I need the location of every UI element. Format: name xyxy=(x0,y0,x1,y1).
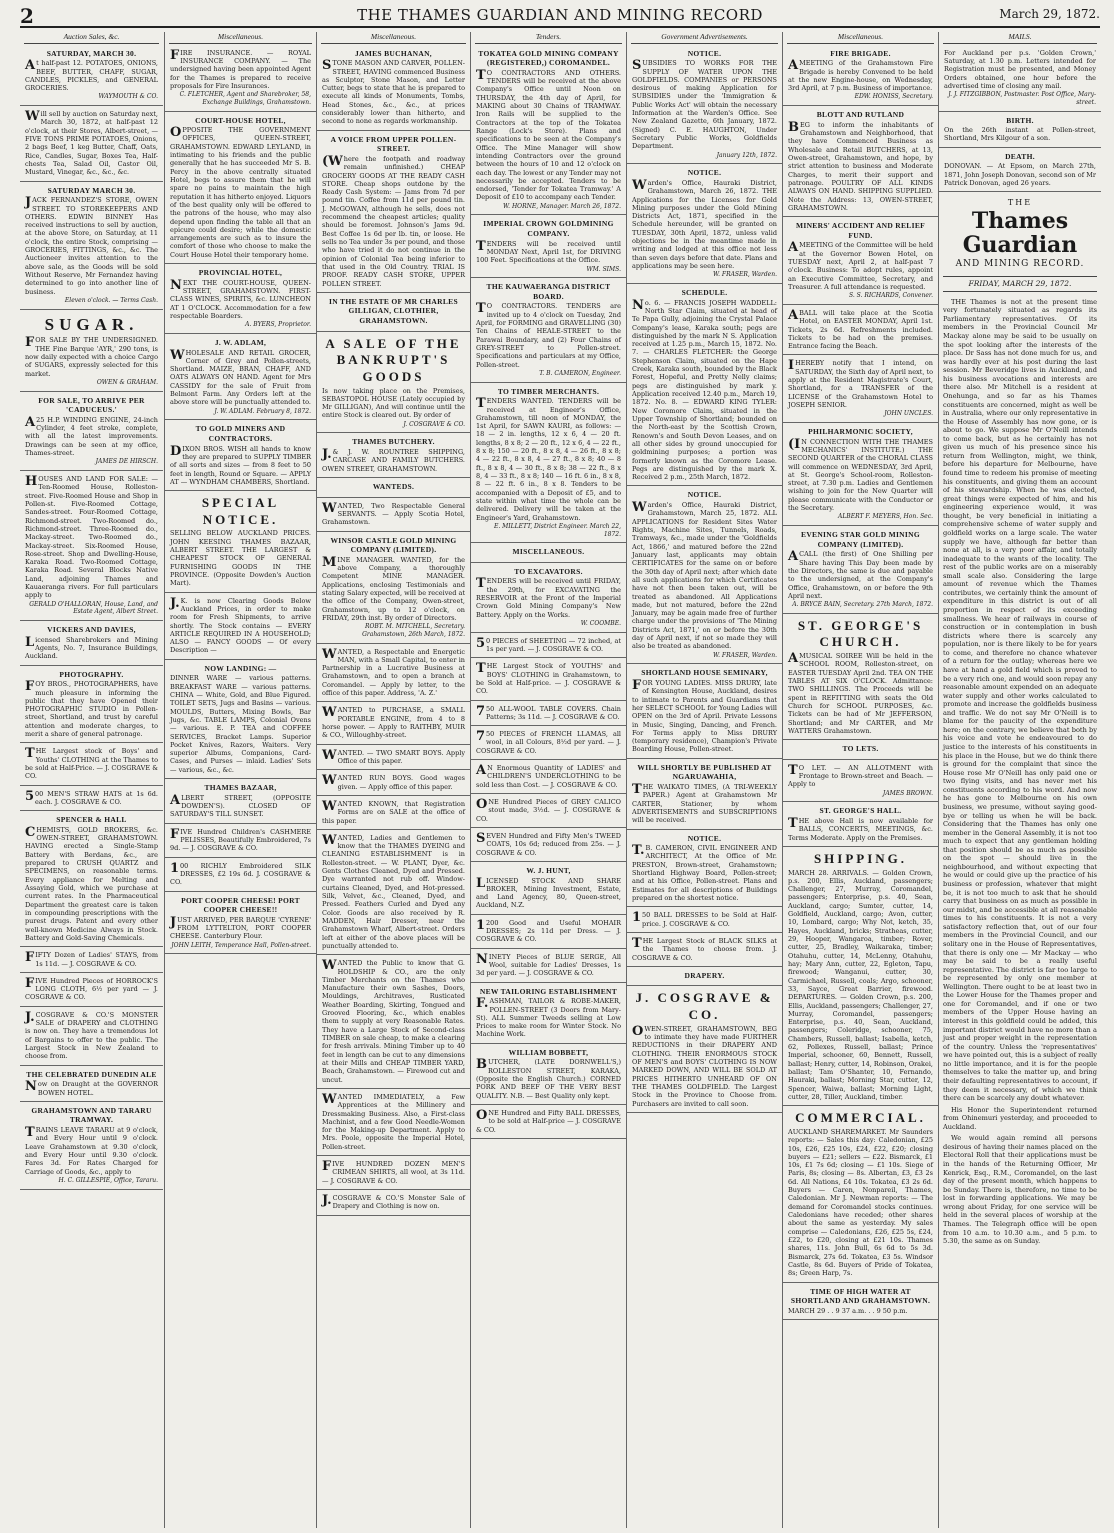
advertisement xyxy=(317,1158,470,1190)
advertisement xyxy=(165,422,316,491)
advertisement-body: 1200 Good and Useful MOHAIR DRESSES; 2s 11d per Dress. — J. COSGRAVE & CO. xyxy=(476,917,621,944)
advertisement xyxy=(627,832,782,908)
advertisement-title: THAMES BUTCHERY. xyxy=(352,437,435,447)
advertisement xyxy=(627,988,782,1112)
advertisement xyxy=(20,975,163,1007)
advertisement xyxy=(939,47,1101,112)
column-heading: Government Advertisements. xyxy=(631,32,778,44)
advertisement-title: TO TIMBER MERCHANTS. xyxy=(497,386,600,396)
advertisement-title: J. W. ADLAM, xyxy=(214,337,267,347)
advertisement-signature: ROBT. M. MITCHELL, Secretary. Grahamstown, 26th March, 1872. xyxy=(362,623,465,638)
advertisement-signature: W. FRASER, Warden. xyxy=(712,651,777,659)
advertisement-body: 750 PIECES of FRENCH LLAMAS, all wool, in all Colours, 8½d per yard. — J. COSGRAVE & CO. xyxy=(476,729,621,755)
advertisement-title: SHORTLAND HOUSE SEMINARY, xyxy=(641,668,768,678)
advertisement-body: FOR YOUNG LADIES. MISS DRURY, late of Kensington House, Auckland, desires to intimate to Parents and Guardians that her SELECT SCHOOL for Young Ladies will OPEN on the 3rd of April. Private Lessons in Music, Singing, Dancing, and French. For Terms apply to Miss DRURY (temporary residence), Champion's Private Boarding House, Pollen-street. xyxy=(632,677,777,754)
advertisement-body: DINNER WARE — various patterns. BREAKFAST WARE — various patterns. CHINA — White, Gold, and Blue Figured. TOILET SETS, Jugs and Basins — various. MOULDS, Butters, Mixing Bowls, Bar Jugs, &c. TABLE LAMPS, Colonial Ovens — various. E. P. TEA and COFFEE SERVICES, Bracket Lamps. Superior Pocket Knives, Razors, Waiters. Very superior Albums, Companions, Card-Cases, and Purses — inlaid. Ladies' Sets — various, &c., &c. xyxy=(170,674,311,774)
advertisement-title: THE CELEBRATED DUNEDIN ALE xyxy=(26,1069,157,1079)
advertisement-body: T.B. CAMERON, CIVIL ENGINEER AND ARCHITECT, At the Office of Mr. PRESTON, Brown-street, Grahamstown; Shortland Highway Board, Pollen-street; and at his Office, Pollen-street. Plans and Estimates for all descriptions of Buildings prepared on the shortest notice. xyxy=(632,843,777,902)
advertisement xyxy=(165,114,316,265)
advertisement-title: NOTICE. xyxy=(687,490,722,500)
advertisement-title: SHIPPING. xyxy=(813,850,908,866)
advertisement-body: TO CONTRACTORS AND OTHERS. TENDERS will be received at the above Company's Office until Noon on THURSDAY, the 4th day of April, for MAKING about 30 Chains of TRAMWAY. Iron Rails will be supplied to the Contractors at the top of the Tokatea Range (Lock's Store). Plans and specifications to be seen at the Company's Office. The Mine Manager will show intending Contractors over the ground between the hours of 10 and 12 o'clock on each day. The lowest or any Tender may not necessarily be accepted. Tenders to be endorsed, 'Tender for Tokatea Tramway.' A Deposit of £10 to accompany each Tender. xyxy=(476,67,621,202)
advertisement-title: IN THE ESTATE OF MR CHARLES GILLIGAN, CLOTHIER, GRAHAMSTOWN. xyxy=(329,296,458,326)
advertisement xyxy=(317,704,470,744)
advertisement-title: THE KAUWAERANGA DISTRICT BOARD. xyxy=(486,282,611,301)
advertisement-body: (IN CONNECTION WITH THE THAMES MECHANICS' INSTITUTE.) THE SECOND QUARTER of the CHORAL CLASS will commence on WEDNESDAY, 3rd April, at St. George's School-room, Rolleston-street, at 7.30 p.m. Ladies and Gentlemen wishing to join for the New Quarter will please communicate with the Conductor or the Secretary. xyxy=(788,436,933,513)
advertisement-title: COURT-HOUSE HOTEL, xyxy=(195,115,286,125)
advertisement xyxy=(783,528,938,614)
advertisement-body: WHOLESALE AND RETAIL GROCER, Corner of Grey and Pollen-streets, Shortland. MAIZE, BRAN, CHAFF, AND OATS ALWAYS ON HAND. Agent for Mrs CASSIDY for the sale of Fruit from Belmont Farm. Any Orders left at the above store will be punctually attended to. xyxy=(170,347,311,407)
advertisement-signature: W. COOMBE. xyxy=(580,619,621,627)
advertisement-body: WANTED IMMEDIATELY, a Few Apprentices at the Millinery and Dressmaking Business. Also, a First-class Machinist, and a few Good Needle-Women for the Making-up Department. Apply to Mrs. Poole, opposite the Imperial Hotel, Pollen-street. xyxy=(322,1091,465,1151)
advertisement-body: THE Largest Stock of YOUTHS' and BOYS' CLOTHING in Grahamstown, to be Sold at Half-price. — J. COSGRAVE & CO. xyxy=(476,661,621,696)
advertisement xyxy=(20,813,163,947)
advertisement-body: WANTED, a Respectable and Energetic MAN, with a Small Capital, to enter in Partnership in a Lucrative Business at Grahamstown, and to open a branch at Coromandel. — Apply by letter, to the office of this paper. Address, 'A. Z.' xyxy=(322,646,465,698)
advertisement xyxy=(783,307,938,356)
advertisement xyxy=(783,219,938,305)
advertisement-body: CHEMISTS, GOLD BROKERS, &c. OWEN-STREET, GRAHAMSTOWN. HAVING erected a Single-Stamp Battery with Berdans, &c., are prepared to CRUSH QUARTZ and SPECIMENS, on reasonable terms. Every appliance for Melting and Assaying Gold, which we purchase at current rates. In the Pharmaceutical Department the greatest care is taken in compounding prescriptions with the purest drugs. Patent and every other well-known Medicine Always in Stock. Battery and Gold-Saving Chemicals. xyxy=(25,824,158,942)
advertisement-body: Warden's Office, Hauraki District, Grahamstown, March 25, 1872. ALL APPLICATIONS for Resident Sites Water Rights, Machine Sites, Tunnels, Roads, Tramways, &c., made under the 'Goldfields Act, 1866,' and matured before the 22nd January last, applicants may obtain CERTIFICATES for the same on or before the 30th day of April next; after which date all such applications for which Certificates have not then been taken out, will be treated as abandoned. All Applications made, but not matured, before the 22nd January, may be again made free of further charge under the provisions of 'The Mining Districts Act, 1871,' on or before the 30th day of April next, if not so made they will also be treated as abandoned. xyxy=(632,500,777,651)
advertisement-title: TOKATEA GOLD MINING COMPANY (REGISTERED,) COROMANDEL. xyxy=(478,48,619,68)
editorial-paragraph: We would again remind all persons desirous of having their names placed on the Electoral Roll that their applications must be in the hands of the Returning Officer, Mr Kenrick, Esq., R.M., Coromandel, on the last day of the present month, which happens to be Sunday. There is, therefore, no time to be lost in forwarding applications. We may be wrong about Friday, for one service will be held in the several places of worship at the Thames. The Telegraph office will be open from 10 a.m. to 10.30 a.m., and 5 p.m. to 5.30, the same as on Sunday. xyxy=(943,1134,1097,1246)
advertisement-body: JACK FERNANDEZ'S STORE, OWEN STREET. TO STOREKEEPERS AND OTHERS. EDWIN BINNEY Has received instructions to sell by auction, at the above Store, on Saturday, at 11 o'clock, the entire Stock, comprising — GROCERIES, FITTINGS, &c., &c. The Auctioneer invites attention to the above sale, as the Goods will be sold Without Reserve, Mr Fernandez having determined to go into another line of business. xyxy=(25,195,158,296)
advertisement xyxy=(317,480,470,498)
advertisement xyxy=(20,1068,163,1102)
advertisement xyxy=(471,917,626,949)
advertisement-body: 100 RICHLY Embroidered SILK DRESSES, £2 19s 6d. J. COSGRAVE & CO. xyxy=(170,860,311,887)
advertisement-body: 500 MEN'S STRAW HATS at 1s 6d. each. J. COSGRAVE & CO. xyxy=(25,788,158,806)
advertisement xyxy=(317,435,470,478)
advertisement-body: On the 26th instant at Pollen-street, Shortland, Mrs Kilgour of a son. xyxy=(944,126,1096,143)
advertisement xyxy=(317,295,470,332)
advertisement-title: J. COSGRAVE & CO. xyxy=(635,990,774,1023)
advertisement-body: Warden's Office, Hauraki District, Grahamstown, March 26, 1872. THE Applications for the Licenses for Gold Mining purposes under the Gold Mining Districts Act, 1871, specified in the Schedule hereunder, will be granted on TUESDAY, 30th April, 1872, unless valid objections be in the meantime made in writing and lodged at this office not less than seven days before that date. Plans and applications may be seen here. xyxy=(632,177,777,271)
advertisement-title: NOW LANDING: — xyxy=(204,663,277,673)
advertisement xyxy=(20,1104,163,1190)
advertisement-title: SCHEDULE. xyxy=(681,288,728,297)
editorial-paragraph: His Honor the Superintendent returned from Ohinemuri yesterday, and proceeded to Auckland. xyxy=(943,1105,1097,1131)
advertisement xyxy=(627,166,782,284)
advertisement xyxy=(165,266,316,334)
advertisement-body: J.K. is now Clearing Goods Below Auckland Prices, in order to make room for Fresh Shipments, to arrive shortly. The Stock contains — EVERY ARTICLE REQUIRED IN A HOUSEHOLD; ALSO — FANCY GOODS — Of every Description — xyxy=(170,595,311,655)
advertisement-body: TENDERS will be received until FRIDAY, the 29th, for EXCAVATING the RESERVOIR at the Front of the Imperial Crown Gold Mining Company's New Battery. Apply on the Works. xyxy=(476,576,621,619)
advertisement xyxy=(783,108,938,217)
advertisement xyxy=(627,47,782,165)
advertisement xyxy=(471,864,626,915)
advertisement-body: SUBSIDIES TO WORKS FOR THE SUPPLY OF WATER UPON THE GOLDFIELDS. COMPANIES or PERSONS desirous of making Application for SUBSIDIES under the 'Immigration & Public Works Act' will obtain the necessary Information at the Warden's Office. See New Zealand Gazette, 6th January, 1872. (Signed) C. E. HAUGHTON, Under Secretary Public Works, Goldfields Department. xyxy=(632,58,777,151)
advertisement xyxy=(627,666,782,758)
advertisement xyxy=(165,781,316,824)
column-tenders xyxy=(470,32,626,1528)
advertisement-body: FIRE INSURANCE. — ROYAL INSURANCE COMPANY. — The undersigned having been appointed Agent for the Thames is prepared to receive proposals for Fire Insurances. xyxy=(170,47,311,90)
advertisement-body: FOR SALE BY THE UNDERSIGNED. THE Fine Barque 'AYR,' 290 tons, is now daily expected with a choice Cargo of SUGARS, expressly selected for this market. xyxy=(25,335,158,378)
advertisement-title: SATURDAY MARCH 30. xyxy=(47,185,136,195)
editorial-masthead-the: THE xyxy=(1007,198,1033,208)
advertisement xyxy=(165,860,316,892)
advertisement xyxy=(471,1046,626,1105)
advertisement-title: WINSOR CASTLE GOLD MINING COMPANY (LIMITED). xyxy=(330,535,457,555)
advertisement xyxy=(627,969,782,987)
advertisement-signature: E. MILLETT, District Engineer. March 22, 1872. xyxy=(493,522,621,538)
advertisement-body: MARCH 28. ARRIVALS. — Golden Crown, p.s. 200, Ellis, Auckland, passengers; Challenger, 27, Murray, Coromandel, passengers; Enterprise, p.s. 40, Sean, Auckland, cargo; Sumter, cutter, 14, Goldfield, Auckland, cargo; Avon, cutter, 10, Lombard, cargo; Why Not, ketch, 35, Hayes, Auckland, bricks; Stratheas, cutter, 29, Hooper, Wangaroa, timber; Rover, cutter, 25, Bradley, Waikaraka, timber; Otahuhu, cutter, 14, McLenny, Otahuhu, hay; Mary Ann, cutter, 22, Egleton, Tapu, firewood; Wanganui, cutter, 30, Carmichael, Russell, coals; Argo, schooner, 33, Sayce, Great Barrier, firewood. DEPARTURES. — Golden Crown, p.s. 200, Ellis, Auckland, passengers; Challenger, 27, Murray, Coromandel, passengers; Enterprise, p.s. 40, Sean, Auckland, passengers; Coleridge, schooner, 75, Chambers, Russell, ballast; Isabella, ketch, 62, Pollexes, Russell, ballast; Prince Imperial, schooner, 60, Bennett, Russell, ballast; Henry, cutter, 14, Robinson, Orakei, ballast; Tam O'Shanter, 10, Fernando, Hauraki, ballast; Morning Star, cutter, 12, Spencer, Waiwa, ballast; Morning Light, cutter, 28, Tiller, Auckland, timber. xyxy=(788,868,933,1101)
advertisement-body: BEG to inform the inhabitants of Grahamstown and Neighborhood, that they have Commenced Business as Wholesale and Retail BUTCHERS, at 13, Owen-street, Grahamstown, and hope, by strict attention to business and Moderate Charges, to merit their support and patronage. POULTRY OF ALL KINDS ALWAYS ON HAND. SHIPPING SUPPLIED. Note the Address: 13, OWEN-STREET, GRAHAMSTOWN. xyxy=(788,119,933,212)
advertisement-title: COMMERCIAL. xyxy=(795,1110,926,1126)
advertisement-title: W. J. HUNT, xyxy=(526,865,571,875)
advertisement xyxy=(20,1009,163,1066)
advertisement-title: TO EXCAVATORS. xyxy=(514,566,583,576)
editorial-dateline: FRIDAY, MARCH 29, 1872. xyxy=(943,276,1097,292)
advertisement xyxy=(471,660,626,700)
advertisement-body: OPPOSITE THE GOVERNMENT OFFICES, QUEEN-STREET, GRAHAMSTOWN. EDWARD LEYLAND, in intimating to his friends and the public generally that he has succeeded Mr S. B. Percy in the above centrally situated Hotel, begs to assure them that he will spare no pains to maintain the high reputation it has hitherto enjoyed. Liquors of the best quality only will be offered to the patrons of the house, who may also depend upon finding the table all that an epicure could desire; while the domestic arrangements are such as to insure the comfort of those who choose to make the Court House Hotel their temporary home. xyxy=(170,125,311,259)
advertisement-title: ST. GEORGE'S CHURCH. xyxy=(797,617,924,650)
advertisement-body: 150 BALL DRESSES to be Sold at Half-price. J. COSGRAVE & CO. xyxy=(632,910,777,928)
advertisement-body: SELLING BELOW AUCKLAND PRICES. JOHN KEESING THAMES BAZAAR, ALBERT STREET. THE LARGEST & CHEAPEST STOCK OF GENERAL FURNISHING GOODS IN THE PROVINCE. (Opposite Dowden's Auction Mart). xyxy=(170,529,311,588)
advertisement-signature: T. B. CAMERON, Engineer. xyxy=(539,369,621,377)
advertisement-body: NINETY Pieces of BLUE SERGE, All Wool, suitable for Ladies' Dresses, 1s 3d per yard. — J. COSGRAVE & CO. xyxy=(476,951,621,978)
column-heading: MAILS. xyxy=(943,32,1097,44)
advertisement-body: WANTED RUN BOYS. Good wages given. — Apply office of this paper. xyxy=(322,773,465,791)
column-heading: Tenders. xyxy=(475,32,622,44)
advertisement-body: WANTED. — TWO SMART BOYS. Apply Office of this paper. xyxy=(322,747,465,765)
advertisement-body: 50 PIECES of SHEETING — 72 inched, at 1s per yard. — J. COSGRAVE & CO. xyxy=(476,635,621,653)
editorial-paragraph: THE Thames is not at the present time very fortunately situated as regards its Parliamentary representatives. Of its members in the Provincial Council Mr Mackay alone may be said to be usually on the spot looking after the interests of the place. Dr Sass has not done much for us, and was hardly ever at his post during the last session. Mr Beveridge lives in Auckland, and his business avocations and interests are there also. Mr Mitchell is a resident at Onehunga, and so far as his Thames constituents are concerned, might as well be in Australia, where our only representative in the House of Assembly has now gone, or is about to go. We suppose Mr O'Neill intends to come back, but as he certainly has not given us much of his presence since his return from Wellington, might, we think, before his departure for Melbourne, have found time to redeem his promise of meeting his constituents, and giving them an account of his stewardship. When he was elected, great things were expected of him, and his engineering experience would, it was thought, be very beneficial in initiating a comprehensive scheme of water supply and goldfield works on a large scale. The water supply we have, although far better than none at all, is a very poor affair, and totally inadequate to the wants of the locality. The rest of the public works are on a miserably small scale also. Considering the large amount of revenue which the Thames contributes, we certainly think the amount of expenditure in this district is out of all proportion in respect of its exceeding smallness. We hear of railways in course of construction or in contemplation in bush districts where there is scarcely any population, nor is there likely to be for years to come, and therefore no chance whatever of a return for the outlay; whereas here we have at hand a gold field which is proved to be a very rich one, and would soon repay any reasonable amount expended on an adequate water supply and other works calculated to promote and increase the goldfields business and traffic. We do not say Mr O'Neill is to blame for the paucity of the expenditure here; on the contrary, we believe that both by his voice and vote he endeavoured to do justice to the interests of his constituents in his place in the House, but we do think there is ground for the complaint that since the House rose Mr O'Neill has only paid one or two flying visits, and has never met his constituents according to his word. And now he has gone to Melbourne on his own business, we presume, without saying good-bye or telling us when he will be back. Considering that the Thames has only one member in the General Assembly, it is not too much to expect that any gentleman holding that position should be as much as possible on the spot — should live in the neighbourhood, and without expecting that he would or could give up the practice of his business or profession, whatever that might be, it is not too much to ask that he should carry that business on as much as possible in our midst, and be accessible at all reasonable times to his constituents. It is not a very satisfactory reflection that, out of our four members in the Provincial Council, and our solitary one in the House of Representatives, that there is only one — Mr Mackay — who may be said to be a really useful representative. The district is far too large to be represented by only one member at Wellington. There ought to be at least two in the Lower House for the Thames proper and one for Coromandel, and if one or two members of the Upper House having an interest in this goldfield could be added, this important district would have no more than a just and proper weight in the representation of the country. Unless the 'representatives' we have pointed out, this is a subject of really no little importance, and it is for the people themselves to take the matter up, and bring their defaulting representatives to account, if they deem it necessary, of which we think there can be scarcely any doubt whatever. xyxy=(943,297,1097,1103)
advertisement-title: EVENING STAR GOLD MINING COMPANY (LIMITED). xyxy=(801,530,920,549)
advertisement-title: THAMES BAZAAR, xyxy=(204,783,277,793)
advertisement-signature: JOHN UNCLES. xyxy=(884,410,933,418)
advertisement-title: PORT COOPER CHEESE! PORT COOPER CHEESE!! xyxy=(181,895,300,915)
advertisement xyxy=(783,849,938,1106)
advertisement-body: ONE Hundred Pieces of GREY CALICO stout made, 3½d. — J. COSGRAVE & CO. xyxy=(476,797,621,823)
advertisement-signature: WM. SIMS. xyxy=(586,265,621,273)
advertisement-body: AMEETING of the Grahamstown Fire Brigade is hereby Convened to be held at the new Engine-house, on Wednesday, 3rd April, at 7 p.m. Business of importance. xyxy=(788,58,933,93)
advertisement-body: J.& J. W. ROUNTREE SHIPPING, CARCASE AND FAMILY BUTCHERS. OWEN STREET, GRAHAMSTOWN. xyxy=(322,447,465,473)
advertisement-body: F.ASHMAN, TAILOR & ROBE-MAKER, POLLEN-STREET (3 Doors from Mary-St). ALL Summer Tweeds selling at Low Prices to make room for Winter Stock. No Machine Work. xyxy=(476,996,621,1039)
advertisement xyxy=(627,286,782,486)
advertisement-body: THE WAIKATO TIMES, (A TRI-WEEKLY PAPER.) Agent at Grahamstown Mr CARTER, Stationer, by whom ADVERTISEMENTS and SUBSCRIPTIONS will be received. xyxy=(632,781,777,825)
advertisement-body: OWEN-STREET, GRAHAMSTOWN, BEG to intimate they have made FURTHER REDUCTIONS in their DRAPERY AND CLOTHING. THEIR ENORMOUS STOCK OF MEN'S and BOYS' CLOTHING IS NOW MARKED DOWN, AND WILL BE SOLD AT PRICES HITHERTO UNHEARD OF ON THE THAMES GOLDFIELD. The Largest Stock in the Province to Choose from. Purchasers are invited to call soon. xyxy=(632,1023,777,1108)
editorial-masthead-subtitle: AND MINING RECORD. xyxy=(955,258,1085,269)
advertisement-body: For Auckland per p.s. 'Golden Crown,' Saturday, at 1.30 p.m. Letters intended for Registration must be presented, and Money Orders obtained, one hour before the advertised time of closing any mail. xyxy=(944,48,1096,90)
advertisement-body: MARCH 29 . . 9 37 a.m. . . 9 50 p.m. xyxy=(788,1306,908,1315)
advertisement-body: Licensed Sharebrokers and Mining Agents, No. 7, Insurance Buildings, Auckland. xyxy=(25,634,158,661)
advertisement-title: FIRE BRIGADE. xyxy=(830,48,891,58)
advertisement xyxy=(317,798,470,830)
advertisement-body: AMEETING of the Committee will be held at the Governor Bowen Hotel, on TUESDAY next, April 2, at half-past 7 o'clock. Business: To adopt rules, appoint an Executive Committee, Secretary, and Treasurer. A full attendance is requested. xyxy=(788,240,933,291)
advertisement-title: VICKERS AND DAVIES, xyxy=(47,625,136,635)
advertisement xyxy=(783,425,938,526)
advertisement-body: BUTCHER, (LATE DORNWELL'S,) ROLLESTON STREET, KARAKA, (Opposite the English Church.) CORNED PORK AND BEEF OF THE VERY BEST QUALITY. N.B. — Best Quality only kept. xyxy=(476,1057,621,1100)
advertisement-signature: W. HORNE, Manager. March 26, 1872. xyxy=(503,202,621,210)
advertisement-body: At half-past 12. POTATOES, ONIONS, BEEF, BUTTER, CHAFF, SUGAR, CANDLES, PICKLES, and GENERAL GROCERIES. xyxy=(25,58,158,93)
advertisement xyxy=(317,1091,470,1156)
advertisement xyxy=(471,385,626,544)
advertisement-body: J.COSGRAVE & CO.'S Monster Sale of Drapery and Clothing is now on. xyxy=(322,1193,465,1211)
advertisement xyxy=(783,804,938,847)
advertisement-signature: JAMES BROWN. xyxy=(882,789,933,797)
advertisement xyxy=(317,534,470,644)
advertisement-title: DRAPERY. xyxy=(684,970,725,980)
advertisement xyxy=(317,646,470,703)
advertisement-body: TO CONTRACTORS. TENDERS are invited up to 4 o'clock on Tuesday, 2nd April, for FORMING and GRAVELLING (30) Ten Chains of HEALE-STREET to the Parawai Boundary, and (2) Four Chains of GREY-STREET to Pollen-street. Specifications and particulars at my Office, Pollen-street. xyxy=(476,301,621,369)
advertisement-body: A25 H.P. WINDING ENGINE, 24-inch Cylinder, 4 feet stroke, complete, with all the latest improvements. Drawings can be seen at my office, Thames-street. xyxy=(25,414,158,458)
advertisement xyxy=(20,394,163,471)
advertisement-signature: ALBERT F. MEYERS, Hon. Sec. xyxy=(837,513,933,521)
advertisement xyxy=(471,545,626,563)
advertisement xyxy=(20,47,163,107)
advertisement-signature: W. FRASER, Warden. xyxy=(712,271,777,279)
advertisement-body: FIVE Hundred Children's CASHMERE PELISSES, Beautifully Embroidered, 7s 9d. — J. COSGRAVE & CO. xyxy=(170,826,311,853)
column-miscellaneous-2 xyxy=(316,32,470,1528)
advertisement xyxy=(471,280,626,382)
advertisement-title: TIME OF HIGH WATER AT SHORTLAND AND GRAHAMSTOWN. xyxy=(790,1286,931,1306)
advertisement-body: SEVEN Hundred and Fifty Men's TWEED COATS, 10s 6d; reduced from 25s. — J. COSGRAVE & CO. xyxy=(476,830,621,857)
advertisement-body: FIFTY Dozen of Ladies' STAYS, from 1s 11d. — J. COSGRAVE & CO. xyxy=(25,950,158,968)
advertisement-body: MINE MANAGER. WANTED, for the above Company, a thoroughly Competent MINE MANAGER. Applications, enclosing Testimonials and stating Salary expected, will be received at the office of the Company, Owen-street, Grahamstown, up to 12 o'clock, on FRIDAY, 29th inst. By order of Directors. xyxy=(322,554,465,622)
advertisement-title: SUGAR. xyxy=(44,314,139,334)
advertisement-title: MISCELLANEOUS. xyxy=(512,547,585,557)
advertisement-signature: Eleven o'clock. — Terms Cash. xyxy=(64,296,158,304)
page-number: 2 xyxy=(20,4,34,28)
advertisement-body: ACALL (the first) of One Shilling per Share having This Day been made by the Directors, the same is due and payable to the undersigned, at the Company's Office, Grahamstown, on or before the 9th April next. xyxy=(788,549,933,600)
column-heading: Auction Sales, &c. xyxy=(24,32,159,44)
advertisement-body: TO LET. — AN ALLOTMENT with Frontage to Brown-street and Beach. — Apply to xyxy=(788,762,933,789)
advertisement-signature: S. S. RICHARDS, Convener. xyxy=(848,292,933,300)
advertisement-signature: J. COSGRAVE & CO. xyxy=(403,420,465,428)
advertisement-title: ST. GEORGE'S HALL. xyxy=(819,806,902,816)
column-heading: Miscellaneous. xyxy=(321,32,466,44)
advertisement-title: TO LETS. xyxy=(842,744,879,754)
advertisement-body: TENDERS will be received until MONDAY Next, April 1st, for DRIVING 100 Feet. Specifications at the Office. xyxy=(476,238,621,265)
advertisement-body: THE Largest Stock of BLACK SILKS at the Thames to choose from. J. COSGRAVE & CO. xyxy=(632,935,777,962)
advertisement-body: FOY BROS., PHOTOGRAPHERS, have much pleasure in informing the public that they have Opened their PHOTOGRAPHIC STUDIO in Pollen-street, Shortland, and trust by careful attention and moderate charges, to merit a share of general patronage. xyxy=(25,679,158,739)
advertisement xyxy=(165,894,316,955)
advertisement xyxy=(471,830,626,862)
advertisement-body: THE above Hall is now available for BALLS, CONCERTS, MEETINGS, &c. Terms Moderate. Apply on the Premises. xyxy=(788,815,933,842)
advertisement-body: THE Largest stock of Boys' and Youths' CLOTHING at the Thames to be sold at Half-Price. — J. COSGRAVE & CO. xyxy=(25,746,158,781)
column-auction-sales xyxy=(20,32,163,1528)
advertisement-body: AN Enormous Quantity of LADIES' and CHILDREN'S UNDERCLOTHING to be sold less than Cost. — J. COSGRAVE & CO. xyxy=(476,763,621,789)
advertisement-body: ABALL will take place at the Scotia Hotel, on EASTER MONDAY, April 1st. Tickets, 2s 6d. Refreshments included. Tickets to be had on the premises. Entrance facing the Beach. xyxy=(788,307,933,351)
advertisement-signature: A. BYERS, Proprietor. xyxy=(245,321,311,329)
advertisement xyxy=(471,703,626,727)
advertisement xyxy=(317,1192,470,1216)
advertisement-body: NEXT THE COURT-HOUSE, QUEEN-STREET, GRAHAMSTOWN. FIRST-CLASS WINES, SPIRITS, &c. LUNCHEON AT 1 O'CLOCK. Accommodation for a few respectable Boarders. xyxy=(170,277,311,320)
advertisement xyxy=(317,47,470,131)
advertisement xyxy=(627,935,782,967)
advertisement-body: AMUSICAL SOIREE Will be held in the SCHOOL ROOM, Rolleston-street, on EASTER TUESDAY April 2nd. TEA ON THE TABLES AT SIX O'CLOCK. Admittance: TWO SHILLINGS. The Proceeds will be spent in REFITTING with seats the Old Church for SCHOOL PURPOSES, &c. Tickets can be had of Mr JEFFERSON, Shortland; and Mr CARTER, and Mr WATTERS Grahamstown. xyxy=(788,651,933,735)
advertisement-signature: GERALD O'HALLORAN, House, Land, and Estate Agent, Albert Street. xyxy=(29,600,158,616)
advertisement-body: TRAINS LEAVE TARARU at 9 o'clock, and Every Hour until 9 o'clock. Leave Grahamstown at 9.30 o'clock, and Every Hour until 9.30 o'clock. Fares 3d. For Rates Charged for Carriage of Goods, &c., apply to xyxy=(25,1125,158,1176)
column-heading: Miscellaneous. xyxy=(787,32,934,44)
advertisement-body: FIVE Hundred Pieces of HORROCK'S LONG CLOTH, 6½ per yard — J. COSGRAVE & CO. xyxy=(25,975,158,1002)
advertisement-body: No. 6. — FRANCIS JOSEPH WADDELL: North Star Claim, situated at head of Te Papa Gully, adjoining the Crystal Palace Company's lease, Karaka south; pegs are distinguished by the mark N S. Application received at 1.25 p.m., March 15, 1872. No. 7. — CHARLES FLETCHER: the George Stephenson Claim, situated on the Hape Creek, Karaka south, bounded by the Black Forest, Hopeful, and Pretty Nelly claims; pegs are distinguished by mark y. Application received 12.40 p.m., March 19, 1872. No. 8. — EDWARD KING TYLER: New Coromore Claim, situated in the Upper Township of Shortland; bounded on the North-east by the Scottish Crown, Renown's and South Devon Leases, and on all other sides by ground unoccupied for goldmining purposes; a portion was formerly known as the Coromore Lease. Pegs are distinguished by the mark X. Received 2 p.m., 25th March, 1872. xyxy=(632,297,777,482)
advertisement-title: NOTICE. xyxy=(687,833,722,843)
advertisement xyxy=(471,635,626,659)
advertisement xyxy=(20,623,163,666)
advertisement xyxy=(317,832,470,955)
advertisement-title: MINERS' ACCIDENT AND RELIEF FUND. xyxy=(795,221,926,240)
advertisement-title: SPENCER & HALL xyxy=(56,815,127,825)
advertisement-body: AUCKLAND SHAREMARKET. Mr Saunders reports: — Sales this day: Caledonian, £25 10s, £26, £25 10s, £24, £22, £20; closing buyers — £21; sellers — £22. Bismarck, £1 10s, £1 7s 6d; closing — £1 10s. Siege of Paris, 8s; closing — 8s. Albertan, £3, £3 2s 6d. All Nations, £4 10s. Tokatea, £3 2s 6d. Buyers — Caren, Nonpareil, Thames, Caledonian. Mr J. Newman reports: — The demand for Coromandel stocks continues. Caledonians have receded; other shares about the same as yesterday. My sales comprise — Caledonians, £26, £25 5s, £24, £22, to £20, closing at £21 10s. Thames shares, 11s. John Bull, 6s 6d to 5s 3d. Bismarck, 27s 6d. Tokatea, £3 5s. Windsor Castle, 8s 6d. Buyers of Pride of Tokatea, 8s; Green Harp, 7s. xyxy=(788,1127,933,1278)
column-editorial xyxy=(938,32,1101,1528)
advertisement-title: WANTEDS. xyxy=(372,481,415,491)
advertisement-title: PHILHARMONIC SOCIETY, xyxy=(808,426,913,436)
advertisement-body: Is now taking place on the Premises, SEBASTOPOL HOUSE (Lately occupied by Mr GILLIGAN), And will continue until the entire Stock is cleared out. By order of xyxy=(322,386,465,420)
advertisement-title: NOTICE. xyxy=(687,48,722,58)
advertisement-body: DIXON BROS. WISH all hands to know they are prepared to SUPPLY TIMBER of all sorts and sizes — from 8 feet to 50 feet in length, Round or Square. — APPLY AT — WYNDHAM CHAMBERS, Shortland. xyxy=(170,443,311,486)
advertisement-title: NOTICE. xyxy=(687,168,722,178)
advertisement-title: NEW TAILORING ESTABLISHMENT xyxy=(479,986,618,996)
advertisement-signature: WAYMOUTH & CO. xyxy=(98,93,158,101)
advertisement-title: IMPERIAL CROWN GOLDMINING COMPANY. xyxy=(483,219,614,239)
advertisement xyxy=(20,473,163,621)
advertisement-body: 750 ALL-WOOL TABLE COVERS. Chain Patterns; 3s 11d. — J. COSGRAVE & CO. xyxy=(476,703,621,721)
advertisement-title: PROVINCIAL HOTEL, xyxy=(198,268,283,278)
advertisement-body: Will sell by auction on Saturday next, March 30, 1872, at half-past 12 o'clock, at their Stores, Albert-street, — FIVE TONS PRIME POTATOES, Onions, 2 bags Beef, 1 keg Butter, Chaff, Oats, Rice, Candles, Sugar, Boxes Tea, Half-chests Tea, Salad Oil, Castor Oil, Mustard, Vinegar, &c., &c., &c. xyxy=(25,109,158,177)
advertisement-body: WANTED, Two Respectable General SERVANTS. — Apply Scotia Hotel, Grahamstown. xyxy=(322,500,465,527)
advertisement xyxy=(317,772,470,796)
advertisement-signature: J. W. ADLAM. February 8, 1872. xyxy=(214,407,311,415)
advertisement-body: WANTED KNOWN, that Registration Forms are on SALE at the office of this paper. xyxy=(322,798,465,825)
advertisement-body: STONE MASON AND CARVER, POLLEN-STREET, HAVING commenced Business as Sculptor, Stone Mason, and Letter Cutter, begs to state that he is prepared to execute all kinds of Monuments, Tombs, Head Stones, &c., &c., at prices considerably lower than hitherto, and second to none as regards workmanship. xyxy=(322,58,465,126)
advertisement xyxy=(471,565,626,633)
advertisement-title: FOR SALE, TO ARRIVE PER 'CADUCEUS.' xyxy=(38,395,145,415)
advertisement-body: FIVE HUNDRED DOZEN MEN'S CRIMEAN SHIRTS, all wool, at 3s 11d. — J. COSGRAVE & CO. xyxy=(322,1159,465,1185)
advertisement xyxy=(165,493,316,592)
advertisement-title: DEATH. xyxy=(1005,151,1035,161)
advertisement xyxy=(471,951,626,983)
advertisement-title: A VOICE FROM UPPER POLLEN-STREET. xyxy=(330,134,457,154)
advertisement-title: SPECIAL NOTICE. xyxy=(201,495,280,527)
advertisement-title: WILLIAM BOBBETT, xyxy=(508,1047,589,1057)
advertisement xyxy=(471,762,626,794)
advertisement-signature: EDW. HONISS, Secretary. xyxy=(854,93,933,101)
advertisement xyxy=(627,761,782,830)
advertisement xyxy=(939,150,1101,193)
advertisement-body: WANTED the Public to know that G. HOLDSHIP & CO., are the only Timber Merchants on the Thames who Manufacture their own Sashes, Doors, Mouldings, Architraves, Rusticated Weather Boarding, Skirting, Tongued and Grooved Flooring, &c., which enables them to supply at very Reasonable Rates. They have a Large Stock of Second-class TIMBER on sale cheap, to make a clearing for fresh arrivals. Mining Timber up to 40 feet in length can be cut to any dimensions at their Mills and CHEAP TIMBER YARD, Beach, Grahamstown. — Firewood cut and uncut. xyxy=(322,958,465,1084)
advertisement-signature: JOHN LEITH, Temperance Hall, Pollen-street. xyxy=(171,941,311,949)
advertisement xyxy=(20,788,163,812)
column-government-advertisements xyxy=(626,32,782,1528)
advertisement xyxy=(20,949,163,973)
editorial-masthead-title: Thames Guardian xyxy=(962,208,1078,258)
advertisement-body: TENDERS WANTED. TENDERS will be received at Engineer's Office, Grahamstown, till noon of MONDAY, the 1st April, for SAWN KAURI, as follows: — 18 — 2 in. lengths, 12 x 6, 4 — 20 ft. lengths, 8 x 8; 2 — 20 ft., 12 x 6, 4 — 22 ft., 8 x 8; 150 — 20 ft., 8 x 8, 4 — 26 ft., 8 x 8; 4 — 22 ft., 8 x 8, 4 — 27 ft., 8 x 8; 40 — 8 ft., 8 x 8, 4 — 30 ft., 8 x 8; 38 — 22 ft., 8 x 8, 4 — 33 ft., 8 x 8; 140 — 16 ft. 6 in., 8 x 8, 8 — 22 ft. 6 in., 8 x 8. Tenders to be accompanied with a Deposit of £5, and to state within what time the whole can be delivered. Delivery will be taken at the Engineer's Yard, Grahamstown. xyxy=(476,396,621,522)
advertisement xyxy=(471,47,626,216)
advertisement-body: WANTED to PURCHASE, a SMALL PORTABLE ENGINE, from 4 to 8 horse power. — Apply to RAITHBY, MUIR & CO., Willoughby-street. xyxy=(322,705,465,740)
advertisement xyxy=(165,595,316,660)
advertisement-title: TO GOLD MINERS AND CONTRACTORS. xyxy=(195,424,286,443)
advertisement xyxy=(317,334,470,434)
advertisement-body: JUST ARRIVED, PER BARQUE 'CYRENE' FROM LYTTELTON, PORT COOPER CHEESE. Canterbury Flour. xyxy=(170,914,311,941)
advertisement xyxy=(317,133,470,293)
advertisement-body: DONOVAN. — At Epsom, on March 27th, 1871, John Joseph Donovan, second son of Mr Patrick Donovan, aged 26 years. xyxy=(944,162,1096,187)
advertisement xyxy=(317,747,470,771)
advertisement-body: (Where the footpath and roadway remain unfinished.) CHEAP GROCERY GOODS AT THE READY CASH STORE. Cheap shops outdone by the Ready Cash System: — Jams from 7d per pound tin. Coffee from 11d per pound tin. J. McGOWAN, although he sells, does not recommend the cheapest articles; quality should be foremost. Johnson's Jams 9d. Best Coffee 1s 6d per lb. tin, or loose. He sells no Tea under 3s per pound, and those who have tried it do not continue in the opinion of Colonial Tea being inferior to that used in the Old Country. TRIAL IS PROOF. READY CASH STORE, UPPER POLLEN STREET. xyxy=(322,153,465,288)
advertisement-body: HOUSES AND LAND FOR SALE: — Ten-Roomed House, Rolleston-street. Five-Roomed House and Shop in Pollen-st. Five-Roomed Cottage, Sandes-street. Four-Roomed Cottage, Richmond-street. Two-Roomed do., Richmond-street. Three-Roomed do., Mackay-street. Two-Roomed do., Mackay-street. Six-Roomed House, Rose-street. Shop and Dwelling-House, Karaka Road. Two-Roomed Cottage, Karaka Road. Several Blocks Native Land, adjoining Thames and Kauaeranga rivers. For full particulars apply to xyxy=(25,474,158,600)
advertisement-title: WILL SHORTLY BE PUBLISHED AT NGARUAWAHIA, xyxy=(637,762,772,782)
advertisement xyxy=(317,500,470,532)
advertisement-signature: OWEN & GRAHAM. xyxy=(96,378,158,386)
advertisement xyxy=(783,357,938,423)
advertisement-body: Now on Draught at the GOVERNOR BOWEN HOTEL. xyxy=(25,1079,158,1097)
advertisement-signature: A. BRYCE BAIN, Secretary. 27th March, 1872. xyxy=(792,601,933,609)
advertisement xyxy=(783,742,938,760)
newspaper-title: THE THAMES GUARDIAN AND MINING RECORD xyxy=(357,6,763,24)
advertisement xyxy=(20,312,163,392)
advertisement-body: WANTED, Ladies and Gentlemen to know that the THAMES DYEING and CLEANING ESTABLISHMENT is in Rolleston-street. — W. PLANT, Dyer, &c. Gents Clothes Cleaned, Dyed and Pressed. Dye warranted not rub off. Window-curtains Cleaned, Dyed, and Hot-pressed. Silk, Velvet, &c., Cleaned, Dyed, and Pressed. Feathers Curled and Dyed any Color. Goods are also received by R. MADDEN, Hair Dresser, near the Grahamstown Wharf, Albert-street. Orders left at either of the above places will be punctually attended to. xyxy=(322,832,465,950)
column-miscellaneous-3 xyxy=(782,32,938,1528)
advertisement xyxy=(20,745,163,785)
advertisement-title: SATURDAY, MARCH 30. xyxy=(46,48,137,58)
advertisement-title: GRAHAMSTOWN AND TARARU TRAMWAY. xyxy=(31,1105,152,1125)
advertisement xyxy=(317,957,470,1089)
advertisement-title: BLOTT AND RUTLAND xyxy=(816,110,905,120)
advertisement-body: ALBERT STREET, (OPPOSITE DOWDEN'S). CLOSED OF SATURDAY'S TILL SUNSET. xyxy=(170,792,311,819)
advertisement xyxy=(165,662,316,779)
advertisement xyxy=(783,616,938,740)
advertisement xyxy=(627,488,782,664)
advertisement-signature: JAMES DE HIRSCH. xyxy=(95,458,158,466)
advertisement-signature: H. C. GILLESPIE, Office, Tararu. xyxy=(58,1176,158,1184)
advertisement xyxy=(783,47,938,107)
advertisement-body: J.COSGRAVE & CO.'S MONSTER SALE of DRAPERY and CLOTHING is now on. They have a tremendous lot of Bargains to offer to the public. The Largest Stock in New Zealand to choose from. xyxy=(25,1009,158,1061)
advertisement-title: PHOTOGRAPHY. xyxy=(59,669,124,679)
advertisement xyxy=(471,796,626,828)
advertisement-body: IHEREBY notify that I intend, on SATURDAY, the Sixth day of April next, to apply at the Resident Magistrate's Court, Shortland, for a TRANSFER of the LICENSE of the Grahamstown Hotel to JOSEPH SENIOR. xyxy=(788,358,933,409)
advertisement xyxy=(783,1285,938,1321)
advertisement-title: JAMES BUCHANAN, xyxy=(354,48,432,58)
advertisement xyxy=(471,217,626,278)
masthead xyxy=(20,4,1100,28)
column-heading: Miscellaneous. xyxy=(169,32,312,44)
advertisement-signature: J. J. FITZGIBBON, Postmaster. Post Office, Mary-street. xyxy=(948,91,1096,106)
advertisement xyxy=(939,114,1101,148)
advertisement xyxy=(627,909,782,933)
issue-date: March 29, 1872. xyxy=(999,7,1100,21)
advertisement xyxy=(783,1108,938,1282)
advertisement-title: BIRTH. xyxy=(1006,115,1034,125)
advertisement xyxy=(165,826,316,858)
column-miscellaneous-1 xyxy=(164,32,316,1528)
advertisement xyxy=(471,728,626,760)
advertisement-signature: January 12th, 1872. xyxy=(716,151,777,159)
advertisement-body: LICENSED STOCK AND SHARE BROKER, Mining Investment, Estate, and Land Agency, 80, Queen-street, Auckland, N.Z. xyxy=(476,875,621,910)
advertisement xyxy=(471,985,626,1044)
advertisement xyxy=(471,1107,626,1139)
advertisement xyxy=(20,668,163,744)
advertisement xyxy=(20,184,163,310)
advertisement-title: A SALE OF THE BANKRUPT'S GOODS xyxy=(325,335,462,384)
advertisement xyxy=(165,336,316,420)
advertisement xyxy=(783,762,938,803)
advertisement-body: ONE Hundred and Fifty BALL DRESSES, to be sold at Half-price — J. COSGRAVE & CO. xyxy=(476,1107,621,1134)
advertisement-signature: C. FLETCHER, Agent and Sharebroker, 58, Exchange Buildings, Grahamstown. xyxy=(179,91,311,106)
advertisement xyxy=(20,108,163,182)
advertisement xyxy=(165,47,316,112)
